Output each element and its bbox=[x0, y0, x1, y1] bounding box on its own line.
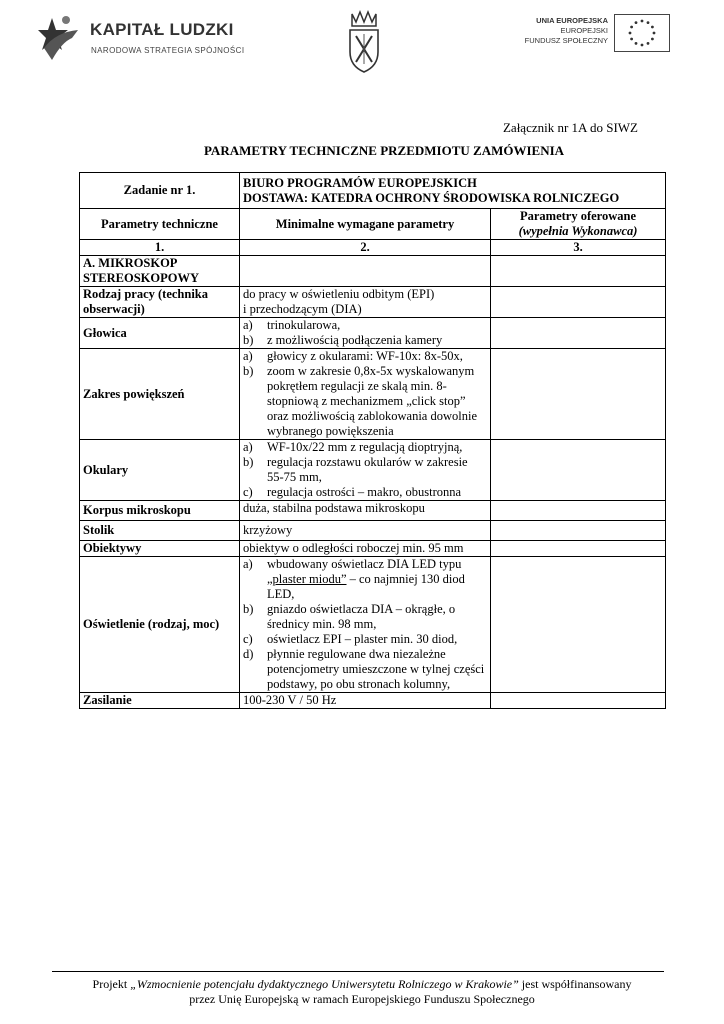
offered-cell bbox=[491, 349, 666, 440]
eu-line-1: UNIA EUROPEJSKA bbox=[536, 16, 608, 25]
list-item bbox=[243, 647, 487, 692]
task-description bbox=[240, 173, 666, 209]
eu-line-2: EUROPEJSKI bbox=[560, 26, 608, 35]
table-header-row bbox=[80, 209, 666, 240]
footer-project-title: „Wzmocnienie potencjału dydaktycznego Uniwersytetu Rolniczego w Krakowie” bbox=[130, 977, 519, 991]
list-marker: a) bbox=[243, 318, 253, 332]
param-label: Zasilanie bbox=[80, 693, 240, 709]
offered-cell bbox=[491, 521, 666, 541]
table-cell bbox=[240, 256, 491, 287]
table-row bbox=[80, 693, 666, 709]
param-value bbox=[240, 349, 491, 440]
column-header bbox=[491, 209, 666, 240]
param-value: obiektyw o odległości roboczej min. 95 mm bbox=[240, 541, 491, 557]
param-value bbox=[240, 318, 491, 349]
param-label: Okulary bbox=[80, 440, 240, 501]
list-marker: c) bbox=[243, 485, 253, 499]
list-item-text: WF-10x/22 mm z regulacją dioptryjną, bbox=[267, 440, 463, 454]
list-marker: d) bbox=[243, 647, 254, 661]
column-header: Minimalne wymagane parametry bbox=[240, 209, 491, 240]
task-label: Zadanie nr 1. bbox=[80, 173, 240, 209]
list-item-text: wbudowany oświetlacz DIA LED typu bbox=[267, 557, 462, 571]
table-row bbox=[80, 349, 666, 440]
offered-cell bbox=[491, 693, 666, 709]
list-item bbox=[243, 602, 487, 632]
offered-cell bbox=[491, 318, 666, 349]
list-item bbox=[243, 455, 487, 485]
column-number: 1. bbox=[80, 240, 240, 256]
param-label: Obiektywy bbox=[80, 541, 240, 557]
table-row bbox=[80, 287, 666, 318]
list-marker: b) bbox=[243, 333, 254, 347]
offered-cell bbox=[491, 287, 666, 318]
param-value bbox=[240, 557, 491, 693]
list-marker: b) bbox=[243, 602, 254, 616]
offered-cell bbox=[491, 557, 666, 693]
column-header: Parametry techniczne bbox=[80, 209, 240, 240]
list-item bbox=[243, 440, 487, 455]
spec-table bbox=[79, 172, 666, 709]
table-row bbox=[80, 440, 666, 501]
param-value-line: i przechodzącym (DIA) bbox=[243, 302, 362, 316]
list-item-text: regulacja ostrości – makro, obustronna bbox=[267, 485, 462, 499]
table-row bbox=[80, 173, 666, 209]
param-value bbox=[240, 440, 491, 501]
param-label: Stolik bbox=[80, 521, 240, 541]
list-marker: a) bbox=[243, 440, 253, 454]
offered-cell bbox=[491, 541, 666, 557]
list-item-text: gniazdo oświetlacza DIA – okrągłe, o średnicy min. 98 mm, bbox=[267, 602, 456, 631]
list-item bbox=[243, 485, 487, 500]
list-item bbox=[243, 632, 487, 647]
table-row bbox=[80, 318, 666, 349]
footer-line-2: przez Unię Europejską w ramach Europejskiego Funduszu Społecznego bbox=[189, 992, 535, 1006]
param-label: Głowica bbox=[80, 318, 240, 349]
list-item-text: trinokularowa, bbox=[267, 318, 341, 332]
param-value: krzyżowy bbox=[240, 521, 491, 541]
kapital-ludzki-logo bbox=[38, 8, 245, 68]
param-value-line: do pracy w oświetleniu odbitym (EPI) bbox=[243, 287, 435, 301]
table-row bbox=[80, 541, 666, 557]
column-number: 2. bbox=[240, 240, 491, 256]
list-item bbox=[243, 349, 487, 364]
list-item-text: głowicy z okularami: WF-10x: 8x-50x, bbox=[267, 349, 463, 363]
list-item-text: regulacja rozstawu okularów w zakresie 55-75 mm, bbox=[267, 455, 468, 484]
footer-divider bbox=[52, 971, 664, 972]
footer-text: jest współfinansowany bbox=[518, 977, 632, 991]
param-value bbox=[240, 287, 491, 318]
attachment-label: Załącznik nr 1A do SIWZ bbox=[502, 120, 638, 135]
list-item bbox=[243, 557, 487, 602]
table-row bbox=[80, 557, 666, 693]
eu-line-3: FUNDUSZ SPOŁECZNY bbox=[524, 36, 608, 45]
list-item-text: – co najmniej 130 diod LED, bbox=[267, 572, 465, 601]
list-marker: b) bbox=[243, 364, 254, 378]
list-item bbox=[243, 318, 487, 333]
table-row bbox=[80, 521, 666, 541]
param-list bbox=[243, 557, 487, 692]
param-label: Zakres powiększeń bbox=[80, 349, 240, 440]
section-label: A. MIKROSKOP STEREOSKOPOWY bbox=[80, 256, 240, 287]
table-row bbox=[80, 256, 666, 287]
param-value: 100-230 V / 50 Hz bbox=[240, 693, 491, 709]
list-marker: a) bbox=[243, 349, 253, 363]
list-item bbox=[243, 364, 487, 439]
param-list bbox=[243, 349, 487, 439]
column-number: 3. bbox=[491, 240, 666, 256]
param-list bbox=[243, 440, 487, 500]
kapital-ludzki-star-icon bbox=[38, 8, 84, 64]
list-marker: c) bbox=[243, 632, 253, 646]
param-list bbox=[243, 318, 487, 348]
list-marker: a) bbox=[243, 557, 253, 571]
kapital-ludzki-title: KAPITAŁ LUDZKI bbox=[90, 20, 234, 39]
page-footer bbox=[0, 977, 724, 1007]
offered-cell bbox=[491, 501, 666, 521]
param-label: Oświetlenie (rodzaj, moc) bbox=[80, 557, 240, 693]
table-row bbox=[80, 501, 666, 521]
eu-flag-icon bbox=[614, 14, 670, 52]
footer-line-1 bbox=[0, 977, 724, 992]
param-label: Rodzaj pracy (technika obserwacji) bbox=[80, 287, 240, 318]
param-label: Korpus mikroskopu bbox=[80, 501, 240, 521]
column-header-line-2: (wypełnia Wykonawca) bbox=[518, 224, 638, 238]
offered-cell bbox=[491, 256, 666, 287]
eu-logo-text bbox=[525, 16, 608, 46]
list-item bbox=[243, 333, 487, 348]
list-item-text: płynnie regulowane dwa niezależne potencjometry umieszczone w tylnej części podstawy, po obu stronach kolumny, bbox=[267, 647, 485, 691]
task-line-1: BIURO PROGRAMÓW EUROPEJSKICH bbox=[243, 175, 477, 190]
task-line-2: DOSTAWA: KATEDRA OCHRONY ŚRODOWISKA ROLNICZEGO bbox=[243, 190, 620, 205]
page-header bbox=[0, 0, 724, 80]
column-header-line-1: Parametry oferowane bbox=[519, 209, 637, 223]
param-value: duża, stabilna podstawa mikroskopu bbox=[240, 501, 491, 521]
university-crest-icon bbox=[344, 8, 384, 74]
footer-text: Projekt bbox=[92, 977, 131, 991]
page-title: PARAMETRY TECHNICZNE PRZEDMIOTU ZAMÓWIENIA bbox=[203, 143, 565, 158]
list-marker: b) bbox=[243, 455, 254, 469]
list-item-text: z możliwością podłączenia kamery bbox=[267, 333, 443, 347]
kapital-ludzki-subtitle: NARODOWA STRATEGIA SPÓJNOŚCI bbox=[91, 46, 245, 55]
offered-cell bbox=[491, 440, 666, 501]
list-item-underlined: „plaster miodu” bbox=[267, 572, 347, 586]
eu-logo bbox=[500, 14, 670, 54]
list-item-text: zoom w zakresie 0,8x-5x wyskalowanym pokrętłem regulacji ze skalą min. 8-stopniową z mechanizmem „click stop” oraz możliwością zablokowania dowolnie wybranego powiększenia bbox=[267, 364, 477, 438]
list-item-text: oświetlacz EPI – plaster min. 30 diod, bbox=[267, 632, 458, 646]
table-number-row bbox=[80, 240, 666, 256]
